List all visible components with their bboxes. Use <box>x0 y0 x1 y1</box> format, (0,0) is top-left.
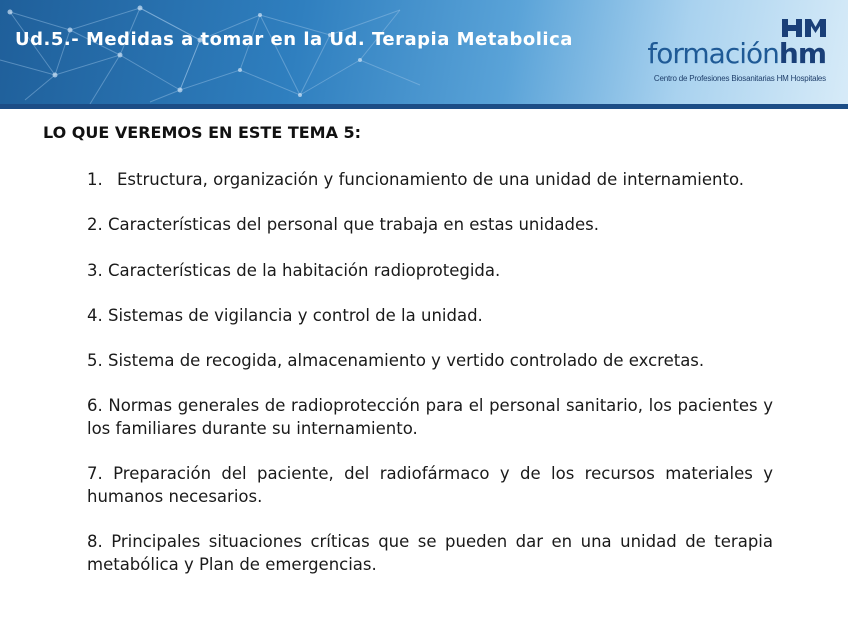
list-item: 6. Normas generales de radioprotección para el personal sanitario, los pacientes y los familiares durante su internamiento. <box>87 396 773 438</box>
hm-logo-mark-icon <box>782 17 826 39</box>
section-heading: LO QUE VEREMOS EN ESTE TEMA 5: <box>43 123 362 142</box>
list-item: 4. Sistemas de vigilancia y control de la unidad. <box>87 306 483 325</box>
list-item: 1. Estructura, organización y funcionamiento de una unidad de internamiento. <box>87 170 745 189</box>
list-item: 7. Preparación del paciente, del radiofármaco y de los recursos materiales y humanos necesarios. <box>87 464 773 506</box>
slide-header <box>0 0 848 106</box>
logo-wordmark: formaciónhm <box>647 37 826 70</box>
list-item: 2. Características del personal que trabaja en estas unidades. <box>87 215 599 234</box>
list-item: 5. Sistema de recogida, almacenamiento y vertido controlado de excretas. <box>87 351 705 370</box>
list-item: 8. Principales situaciones críticas que se pueden dar en una unidad de terapia metabólica y Plan de emergencias. <box>87 532 773 574</box>
logo-subtitle: Centro de Profesiones Biosanitarias HM Hospitales <box>653 74 826 83</box>
list-item: 3. Características de la habitación radioprotegida. <box>87 261 501 280</box>
network-pattern-decoration <box>0 0 460 106</box>
formacion-hm-logo <box>641 17 826 89</box>
topic-list <box>87 168 773 576</box>
header-divider <box>0 104 848 109</box>
slide-title: Ud.5.- Medidas a tomar en la Ud. Terapia Metabolica <box>15 29 573 50</box>
